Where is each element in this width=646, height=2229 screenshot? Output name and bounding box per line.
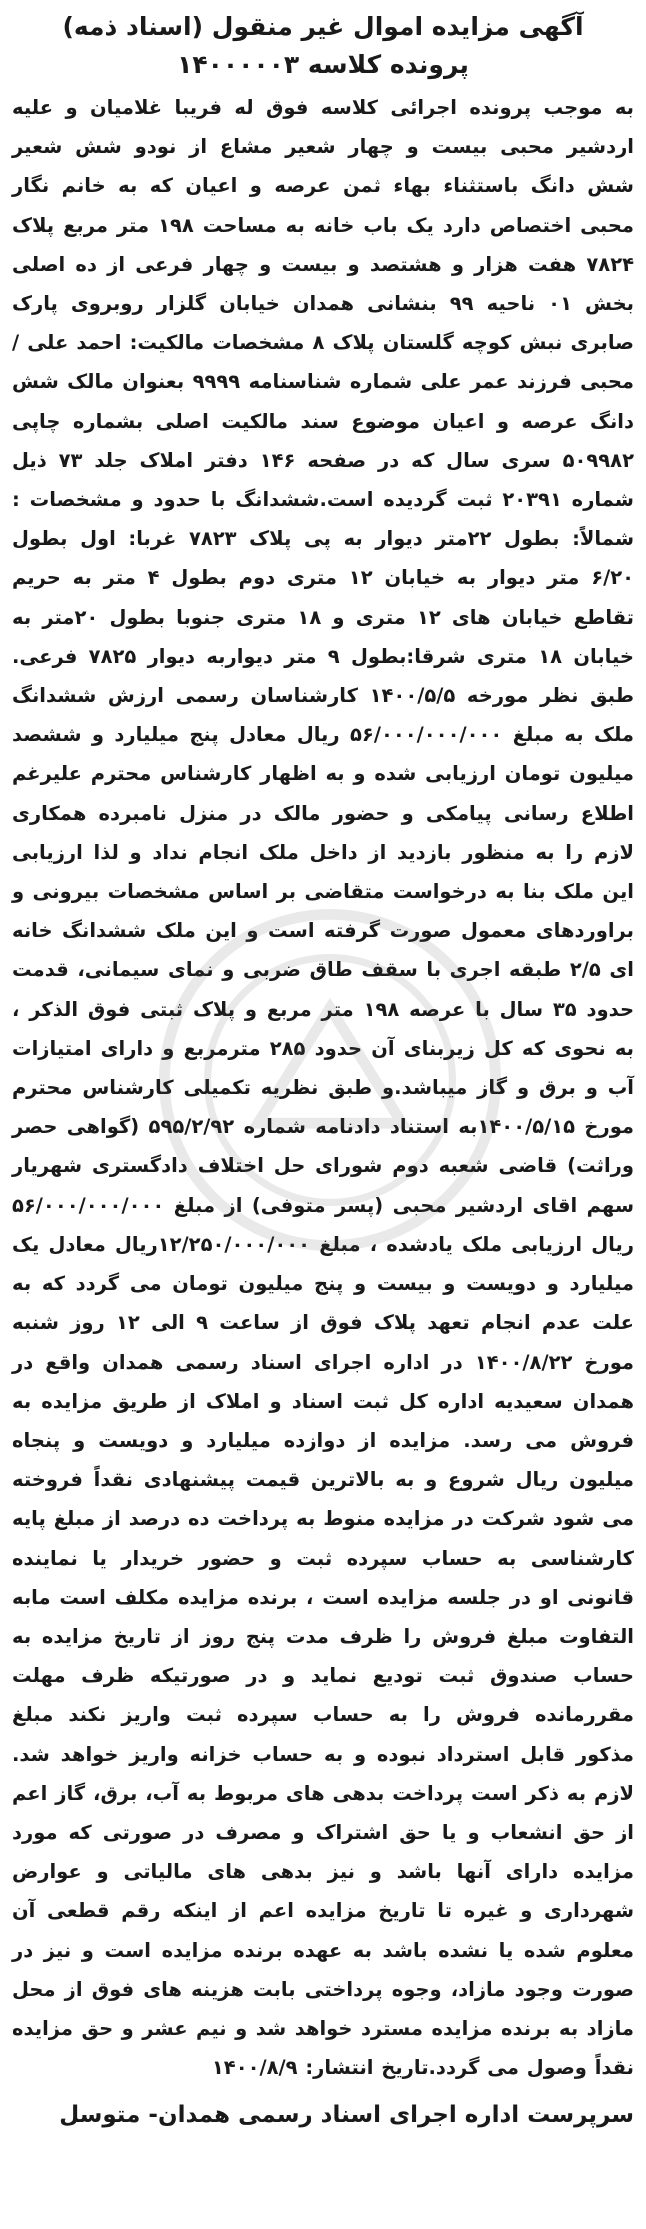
signature: سرپرست اداره اجرای اسناد رسمی همدان- متوسل — [59, 2102, 634, 2129]
notice-body: به موجب پرونده اجرائی کلاسه فوق له فریبا غلامیان و علیه اردشیر محبی بیست و چهار شعیر مشاع از نودو شش شعیر شش دانگ باستثناء بهاء ثمن عرصه و اعیان که به خانم نگار محبی اختصاص دارد یک باب خانه به مساحت ۱۹۸ متر مربع پلاک ۷۸۲۴ هفت هزار و هشتصد و بیست و چهار فرعی از ده اصلی بخش ۰۱ ناحیه ۹۹ بنشانی همدان خیابان گلزار روبروی پارک صابری نبش کوچه گلستان پلاک ۸ مشخصات مالکیت: احمد علی / محبی فرزند عمر علی شماره شناسنامه ۹۹۹۹ بعنوان مالک شش دانگ عرصه و اعیان موضوع سند مالکیت اصلی بشماره چاپی ۵۰۹۹۸۲ سری سال که در صفحه ۱۴۶ دفتر املاک جلد ۷۳ ذیل شماره ۲۰۳۹۱ ثبت گردیده است.ششدانگ با حدود و مشخصات : شمالاً: بطول ۲۲متر دیوار به پی پلاک ۷۸۲۳ غربا: اول بطول ۶/۲۰ متر دیوار به خیابان ۱۲ متری دوم بطول ۴ متر به حریم تقاطع خیابان های ۱۲ متری و ۱۸ متری جنوبا بطول ۲۰متر به خیابان ۱۸ متری شرقا:بطول ۹ متر دیواربه دیوار ۷۸۲۵ فرعی. طبق نظر مورخه ۱۴۰۰/۵/۵ کارشناسان رسمی ارزش ششدانگ ملک به مبلغ ۵۶/۰۰۰/۰۰۰/۰۰۰ ریال معادل پنج میلیارد و ششصد میلیون تومان ارزیابی شده و به اظهار کارشناس محترم علیرغم اطلاع رسانی پیامکی و حضور مالک در منزل نامبرده همکاری لازم را به منظور بازدید از داخل ملک انجام نداد و لذا ارزیابی این ملک بنا به درخواست متقاضی بر اساس مشخصات بیرونی و براوردهای معمول صورت گرفته است و این ملک ششدانگ خانه ای ۲/۵ طبقه اجری با سقف طاق ضربی و نمای سیمانی، قدمت حدود ۳۵ سال با عرصه ۱۹۸ متر مربع و پلاک ثبتی فوق الذکر ، به نحوی که کل زیربنای آن حدود ۲۸۵ مترمربع و دارای امتیازات آب و برق و گاز میباشد.و طبق نظریه تکمیلی کارشناس محترم مورخ ۱۴۰۰/۵/۱۵به استناد دادنامه شماره ۵۹۵/۲/۹۲ (گواهی حصر وراثت) قاضی شعبه دوم شورای حل اختلاف دادگستری شهریار سهم اقای اردشیر محبی (پسر متوفی) از مبلغ ۵۶/۰۰۰/۰۰۰/۰۰۰ ریال ارزیابی ملک یادشده ، مبلغ ۱۲/۲۵۰/۰۰۰/۰۰۰ریال معادل یک میلیارد و دویست و بیست و پنج میلیون تومان می گردد که به علت عدم انجام تعهد پلاک فوق از ساعت ۹ الی ۱۲ روز شنبه مورخ ۱۴۰۰/۸/۲۲ در اداره اجرای اسناد رسمی همدان واقع در همدان سعیدیه اداره کل ثبت اسناد و املاک از طریق مزایده به فروش می رسد. مزایده از دوازده میلیارد و دویست و پنجاه میلیون ریال شروع و به بالاترین قیمت پیشنهادی نقداً فروخته می شود شرکت در مزایده منوط به پرداخت ده درصد از مبلغ پایه کارشناسی به حساب سپرده ثبت و حضور خریدار یا نماینده قانونی او در جلسه مزایده است ، برنده مزایده مکلف است مابه التفاوت مبلغ فروش را ظرف مدت پنج روز از تاریخ مزایده به حساب صندوق ثبت تودیع نماید و در صورتیکه ظرف مهلت مقررمانده فروش را به حساب سپرده ثبت واریز نکند مبلغ مذکور قابل استرداد نبوده و به حساب خزانه واریز خواهد شد. لازم به ذکر است پرداخت بدهی های مربوط به آب، برق، گاز اعم از حق انشعاب و یا حق اشتراک و مصرف در صورتی که مورد مزایده دارای آنها باشد و نیز بدهی های مالیاتی و عوارض شهرداری و غیره تا تاریخ مزایده اعم از اینکه رقم قطعی آن معلوم شده یا نشده باشد به عهده برنده مزایده است و نیز در صورت وجود مازاد، وجوه پرداختی بابت هزینه های فوق از محل مازاد به برنده مزایده مسترد خواهد شد و نیم عشر و حق مزایده نقداً وصول می گردد.تاریخ انتشار: ۱۴۰۰/۸/۹ — [12, 96, 635, 2080]
case-number-title: پرونده کلاسه ۱۴۰۰۰۰۰۳ — [177, 50, 469, 79]
notice-title: آگهی مزایده اموال غیر منقول (اسناد ذمه) — [62, 12, 584, 41]
